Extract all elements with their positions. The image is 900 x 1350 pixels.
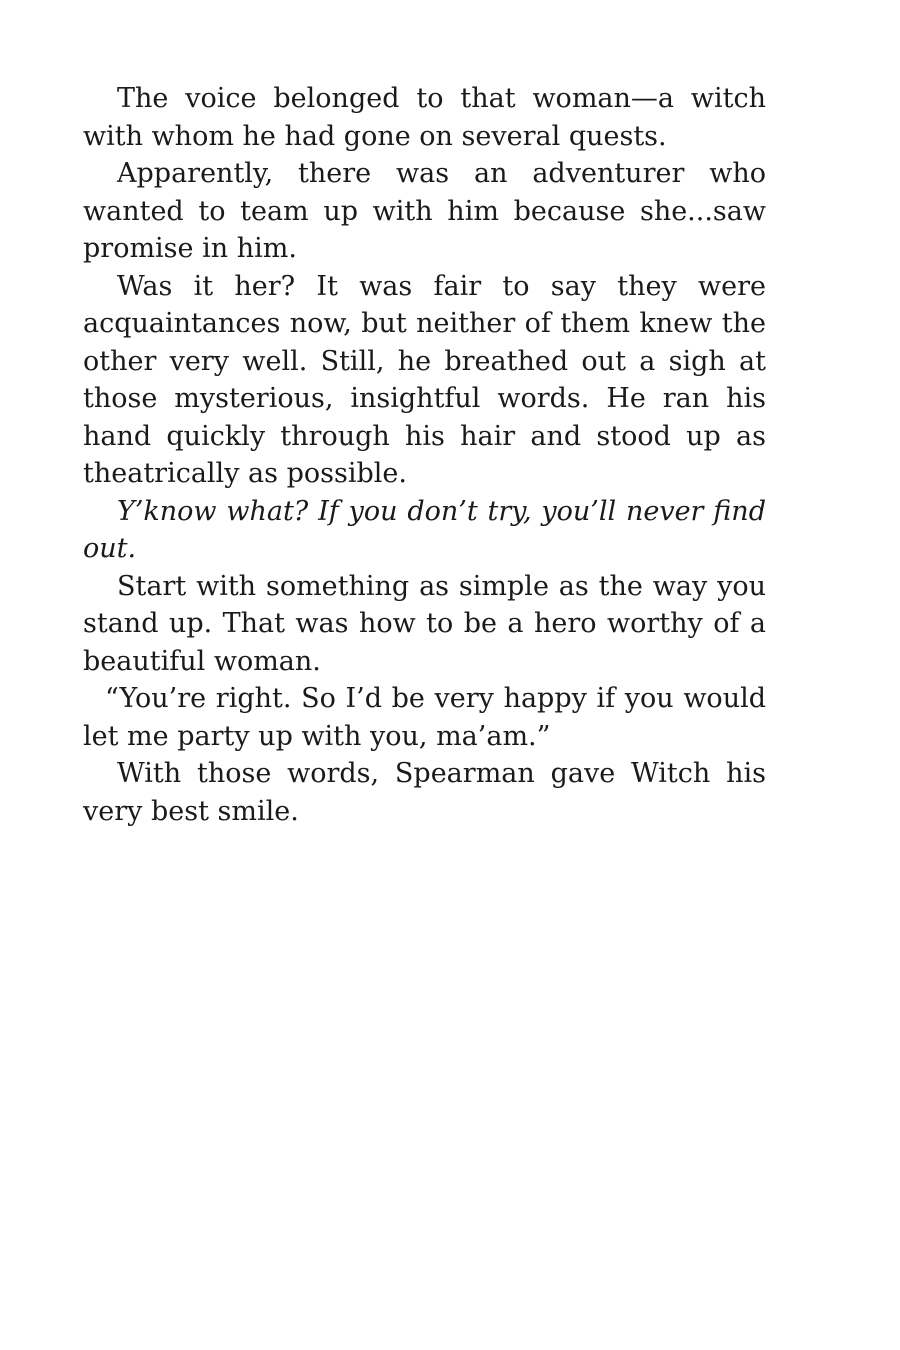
paragraph-witch-voice: The voice belonged to that woman—a witch with whom he had gone on several quests. — [83, 83, 766, 152]
paragraph-adventurer: Apparently, there was an adventurer who wanted to team up with him because she...saw promise in him. — [83, 158, 766, 264]
paragraph-was-it-her: Was it her? It was fair to say they were acquaintances now, but neither of them knew the other very well. Still, he breathed out a sigh at those mysterious, insightful words. He ran his hand quickly through his hair and stood up as theatrically as possible. — [83, 270, 766, 489]
paragraph-inner-thought: Y’know what? If you don’t try, you’ll never find out. — [83, 495, 766, 564]
book-page-text — [83, 80, 766, 830]
paragraph-stand-up: Start with something as simple as the way you stand up. That was how to be a hero worthy of a beautiful woman. — [83, 570, 766, 677]
paragraph-dialogue: “You’re right. So I’d be very happy if you would let me party up with you, ma’am.” — [83, 683, 766, 752]
paragraph-best-smile: With those words, Spearman gave Witch his very best smile. — [83, 758, 766, 827]
